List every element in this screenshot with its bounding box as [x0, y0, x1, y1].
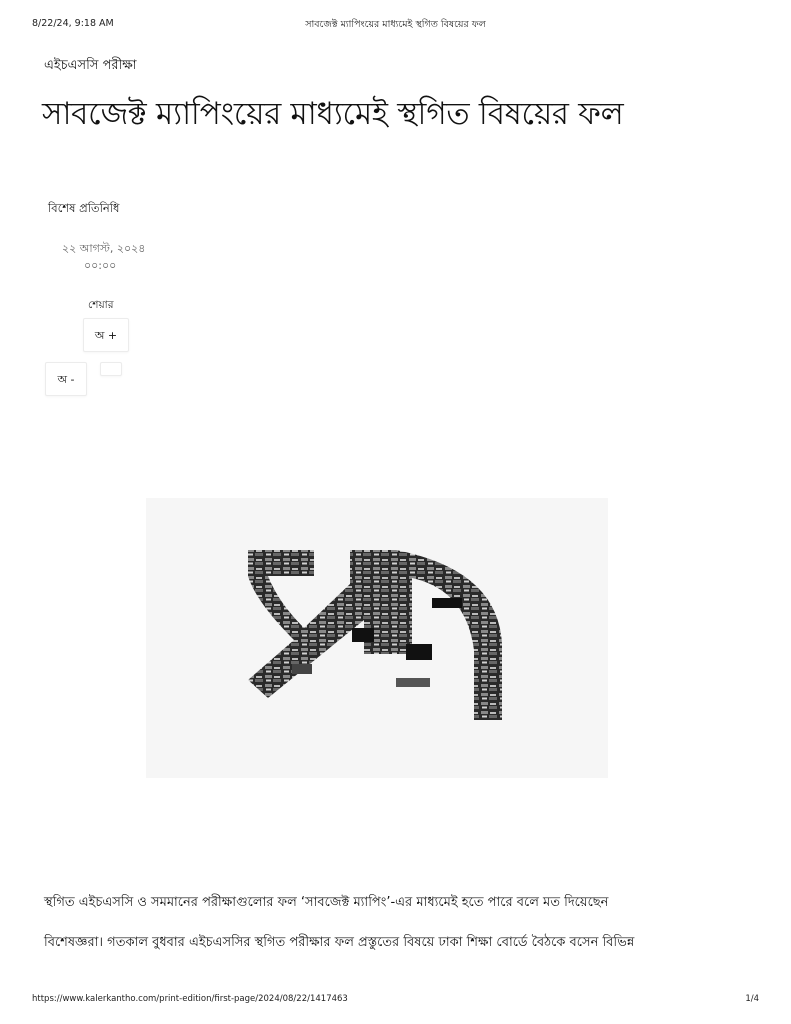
kaler-kantho-logo-icon [246, 548, 506, 728]
print-footer [32, 994, 759, 1004]
article-headline: সাবজেক্ট ম্যাপিংয়ের মাধ্যমেই স্থগিত বিষয়ের ফল [42, 96, 624, 132]
byline: বিশেষ প্রতিনিধি [48, 201, 120, 215]
font-increase-button[interactable]: অ + [83, 318, 129, 352]
print-url: https://www.kalerkantho.com/print-edition/first-page/2024/08/22/1417463 [32, 994, 348, 1004]
publish-time: ০০:০০ [84, 259, 117, 272]
page-number: 1/4 [745, 994, 759, 1004]
category-link[interactable]: এইচএসসি পরীক্ষা [44, 58, 137, 73]
print-datetime: 8/22/24, 9:18 AM [32, 18, 114, 29]
article-paragraph-line: বিশেষজ্ঞরা। গতকাল বুধবার এইচএসসির স্থগিত পরীক্ষার ফল প্রস্তুতের বিষয়ে ঢাকা শিক্ষা বোর্ডে বৈঠকে বসেন বিভিন্ন [44, 935, 635, 950]
font-decrease-button[interactable]: অ - [45, 362, 87, 396]
share-label[interactable]: শেয়ার [88, 299, 114, 311]
publish-date: ২২ আগস্ট, ২০২৪ [62, 242, 146, 255]
print-header [32, 18, 759, 34]
font-reset-button[interactable] [100, 362, 122, 376]
dateline [62, 240, 145, 274]
article-paragraph-line: স্থগিত এইচএসসি ও সমমানের পরীক্ষাগুলোর ফল ‘সাবজেক্ট ম্যাপিং’-এর মাধ্যমেই হতে পারে বলে মত দিয়েছেন [44, 895, 609, 910]
article-image [146, 498, 608, 778]
print-page-title: সাবজেক্ট ম্যাপিংয়ের মাধ্যমেই স্থগিত বিষয়ের ফল [305, 19, 486, 30]
